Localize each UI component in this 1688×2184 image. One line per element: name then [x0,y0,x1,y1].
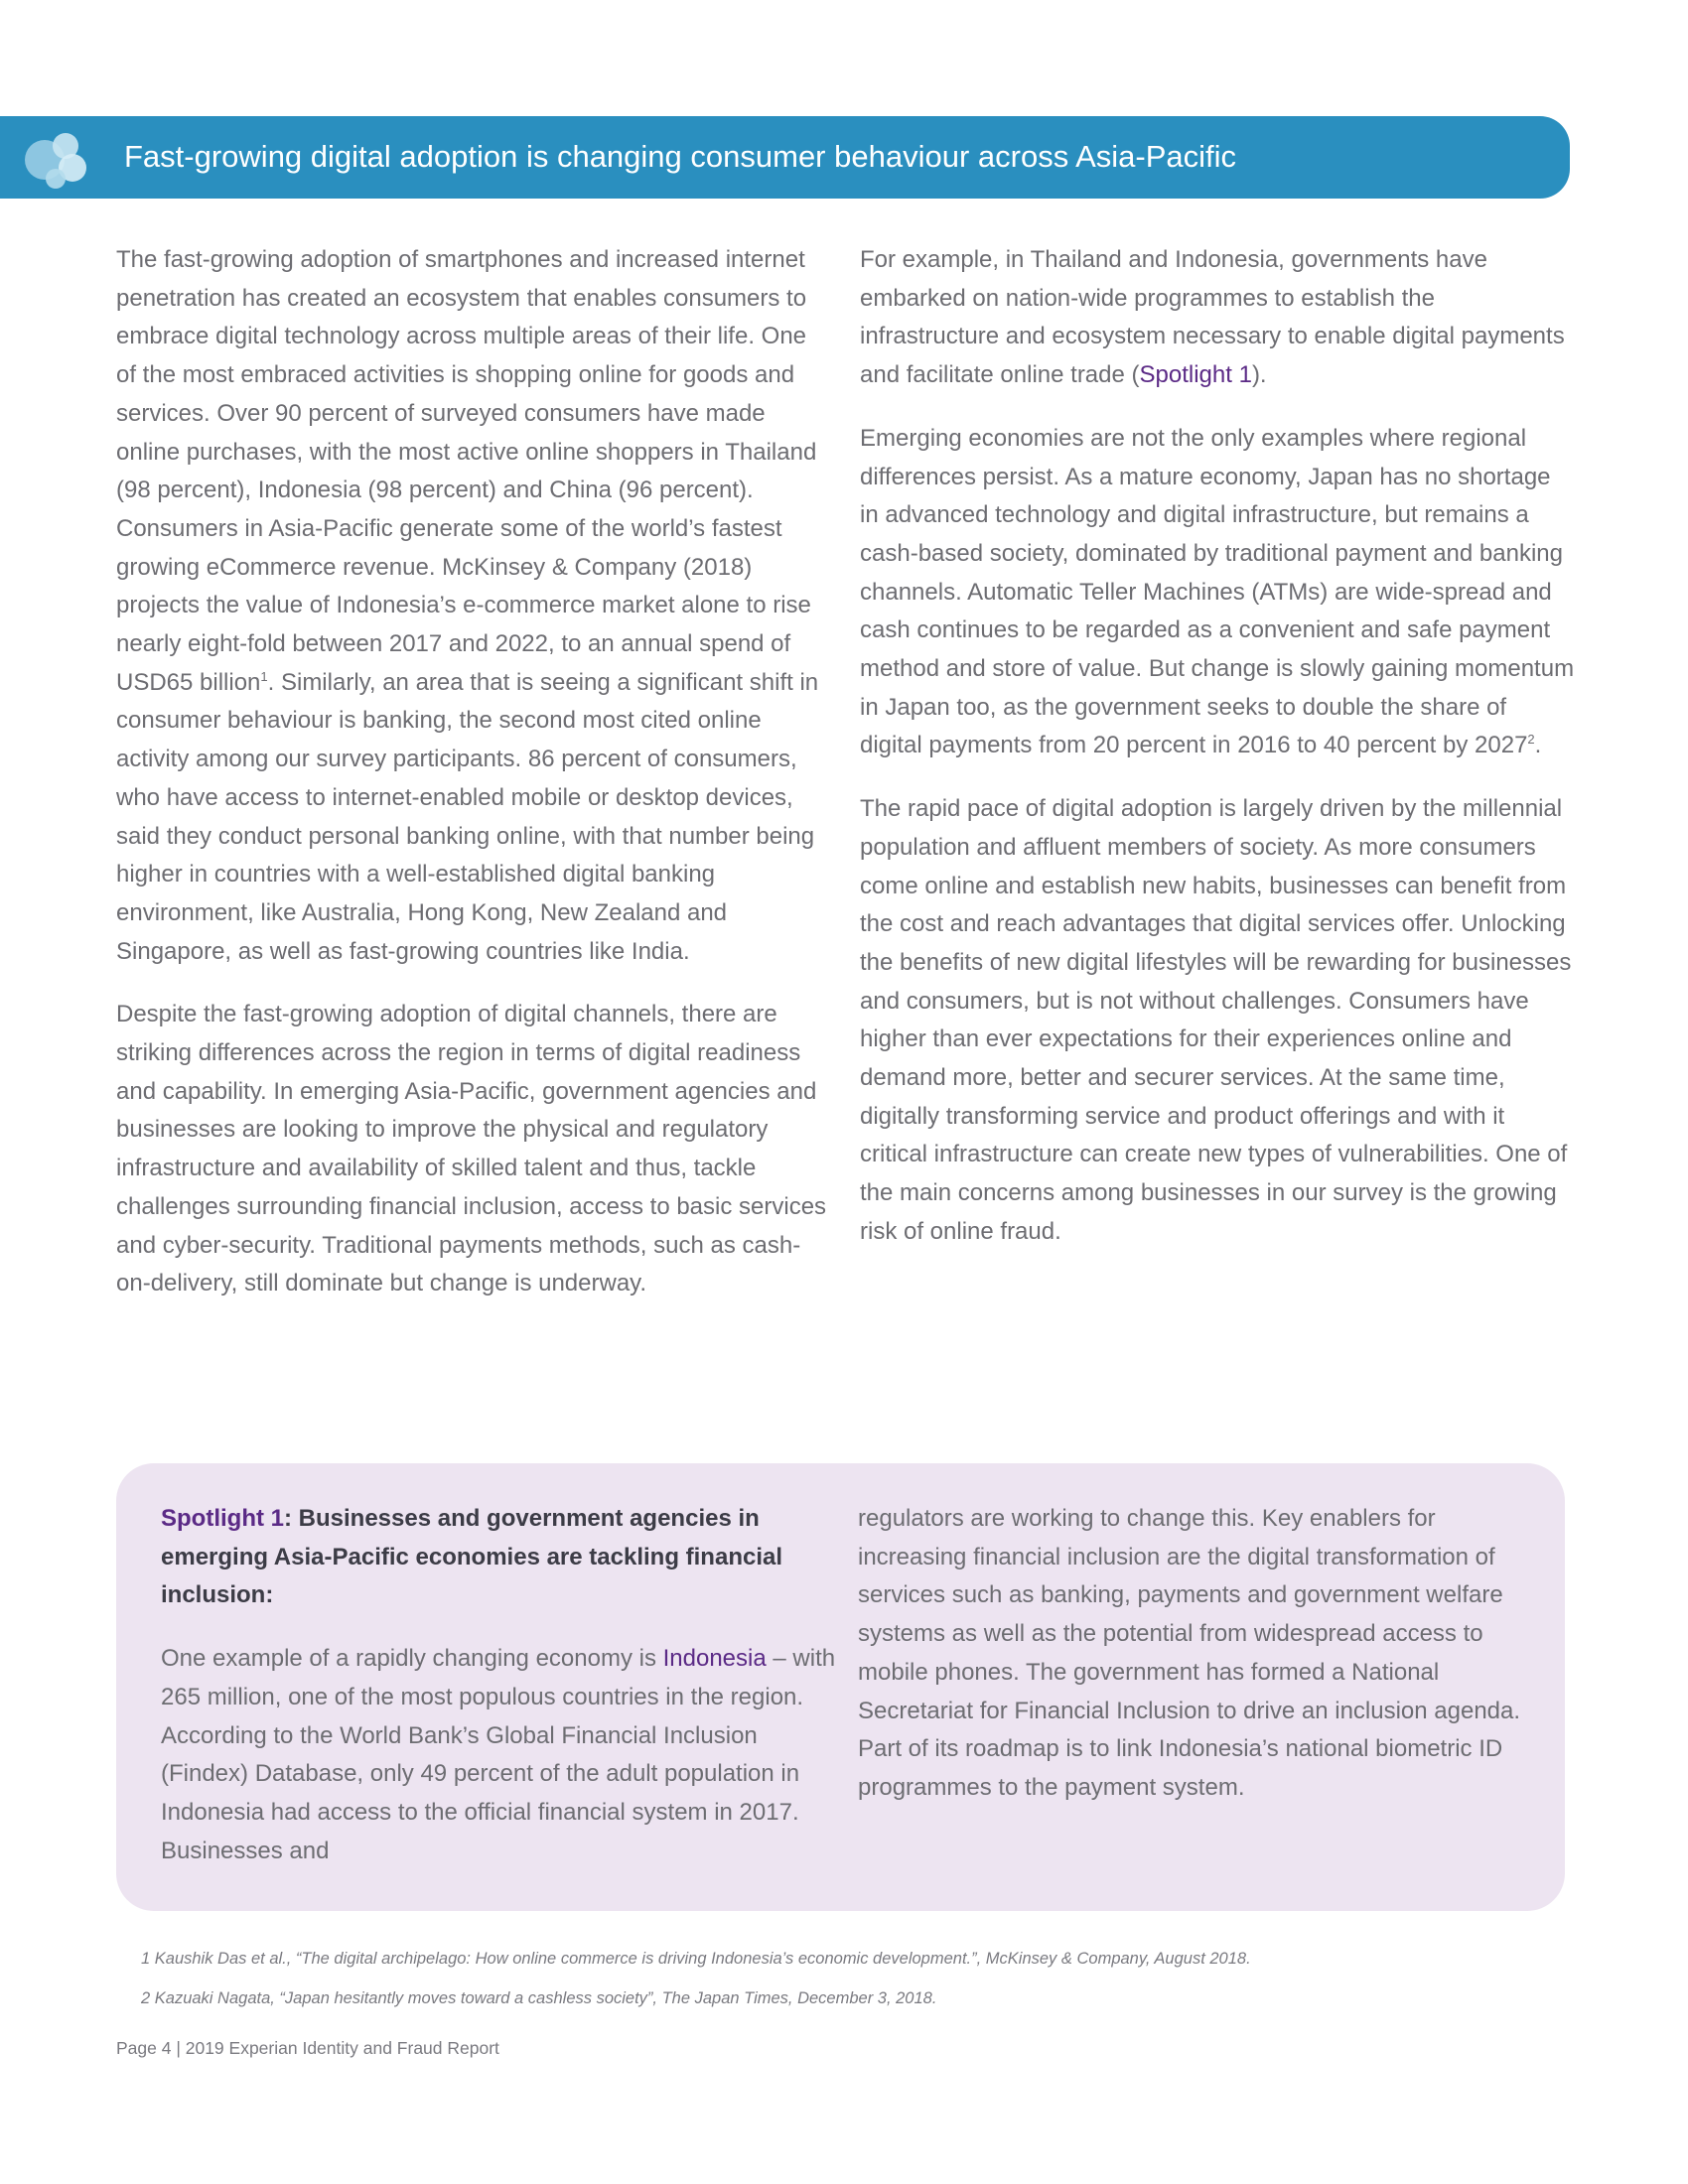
indonesia-link[interactable]: Indonesia [662,1645,767,1673]
experian-logo-icon [18,124,89,192]
spotlight-left-column [161,1500,836,1870]
right-paragraph-2: Emerging economies are not the only examples where regional differences persist. As a mature economy, Japan has no shortage in advanced technology and digital infrastructure, but remains a cash-based society, dominated by traditional payment and banking channels. Automatic Teller Machines (ATMs) are wide-spread and cash continues to be regarded as a convenient and safe payment method and store of value. But change is slowly gaining momentum in Japan too, as the government seeks to double the share of digital payments from 20 percent in 2016 to 40 percent by 2027$^2$. [860,424,1575,759]
left-paragraph-1: The fast-growing adoption of smartphones and increased internet penetration has created an ecosystem that enables consumers to embrace digital technology across multiple areas of their life. One of the most embraced activities is shopping online for goods and services. Over 90 percent of surveyed consumers have made online purchases, with the most active online shoppers in Thailand (98 percent), Indonesia (98 percent) and China (96 percent). Consumers in Asia-Pacific generate some of the world’s fastest growing eCommerce revenue. McKinsey & Company (2018) projects the value of Indonesia’s e-commerce market alone to rise nearly eight-fold between 2017 and 2022, to an annual spend of USD65 billion$^1$. Similarly, an area that is seeing a significant shift in consumer behaviour is banking, the second most cited online activity among our survey participants. 86 percent of consumers, who have access to internet-enabled mobile or desktop devices, said they conduct personal banking online, with that number being higher in countries with a well-established digital banking environment, like Australia, Hong Kong, New Zealand and Singapore, as well as fast-growing countries like India. [116,246,819,965]
spotlight-box [116,1463,1565,1911]
right-column [860,241,1575,1252]
spotlight-heading: Spotlight 1: Businesses and government agencies in emerging Asia-Pacific economies are tackling financial inclusion: [161,1505,783,1609]
footnote-1: 1 Kaushik Das et al., “The digital archipelago: How online commerce is driving Indonesia’s economic development.”, McKinsey & Company, August 2018. [141,1950,1251,1968]
right-paragraph-3: The rapid pace of digital adoption is largely driven by the millennial population and affluent members of society. As more consumers come online and establish new habits, businesses can benefit from the cost and reach advantages that digital services offer. Unlocking the benefits of new digital lifestyles will be rewarding for businesses and consumers, but is not without challenges. Consumers have higher than ever expectations for their experiences online and demand more, better and securer services. At the same time, digitally transforming service and product offerings and with it critical infrastructure can create new types of vulnerabilities. One of the main concerns among businesses in our survey is the growing risk of online fraud. [860,795,1572,1245]
page-title: Fast-growing digital adoption is changing consumer behaviour across Asia-Pacific [124,139,1237,174]
page-footer: Page 4 | 2019 Experian Identity and Fraud Report [116,2038,499,2058]
spotlight-body-left: One example of a rapidly changing economy is Indonesia – with 265 million, one of the most populous countries in the region. According to the World Bank’s Global Financial Inclusion (Findex) Database, only 49 percent of the adult population in Indonesia had access to the official financial system in 2017. Businesses and [161,1645,836,1864]
section-banner [0,116,1570,199]
spotlight-body-right: regulators are working to change this. Key enablers for increasing financial inclusion are the digital transformation of services such as banking, payments and government welfare systems as well as the potential from widespread access to mobile phones. The government has formed a National Secretariat for Financial Inclusion to drive an inclusion agenda. Part of its roadmap is to link Indonesia’s national biometric ID programmes to the payment system. [858,1505,1521,1801]
footnote-ref-1[interactable]: 1 [260,668,268,684]
right-paragraph-1: For example, in Thailand and Indonesia, governments have embarked on nation-wide programmes to establish the infrastructure and ecosystem necessary to enable digital payments and facilitate online trade (Spotlight 1). [860,246,1565,389]
footnote-ref-2[interactable]: 2 [1527,732,1535,748]
spotlight-link[interactable]: Spotlight 1 [1139,361,1252,389]
left-column [116,241,831,1303]
spotlight-right-column [858,1500,1533,1808]
footnote-2: 2 Kazuaki Nagata, “Japan hesitantly moves toward a cashless society”, The Japan Times, December 3, 2018. [141,1989,937,2007]
left-paragraph-2: Despite the fast-growing adoption of digital channels, there are striking differences across the region in terms of digital readiness and capability. In emerging Asia-Pacific, government agencies and businesses are looking to improve the physical and regulatory infrastructure and availability of skilled talent and thus, tackle challenges surrounding financial inclusion, access to basic services and cyber-security. Traditional payments methods, such as cash-on-delivery, still dominate but change is underway. [116,1001,827,1297]
spotlight-label: Spotlight 1 [161,1505,284,1532]
